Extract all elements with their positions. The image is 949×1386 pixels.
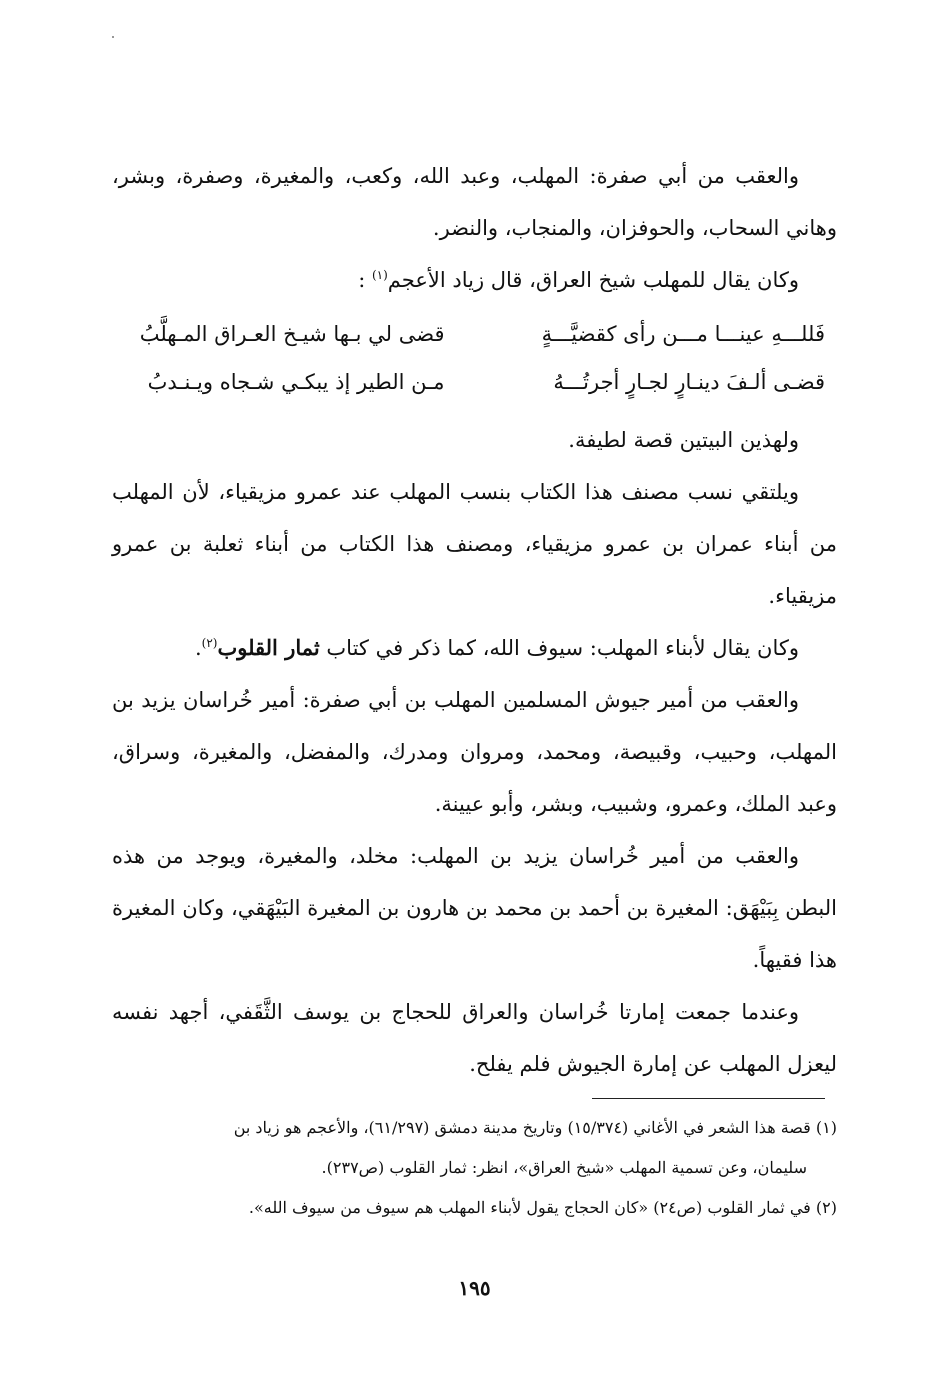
paragraph-lineage-meeting: ويلتقي نسب مصنف هذا الكتاب بنسب المهلب عند عمرو مزيقياء، لأن المهلب من أبناء عمران بن عمرو مزيقياء، ومصنف هذا الكتاب من أبناء ثعلبة بن عمرو مزيقياء. <box>112 480 837 608</box>
scan-speck <box>112 36 114 38</box>
period: . <box>194 636 202 660</box>
footnote-separator <box>592 1098 825 1099</box>
paragraph-story-note: ولهذين البيتين قصة لطيفة. <box>568 428 799 452</box>
colon: : <box>358 268 366 292</box>
footnote-ref-2: (٢) <box>201 636 218 650</box>
paragraph-descendants-abu-sufra: والعقب من أبي صفرة: المهلب، وعبد الله، وكعب، والمغيرة، وصفرة، وبشر، وهاني السحاب، والحوفزان، والمنجاب، والنضر. <box>112 164 837 240</box>
footnotes <box>112 1108 837 1228</box>
paragraph-sheikh-al-iraq <box>112 254 837 306</box>
page-number: ١٩٥ <box>458 1276 491 1300</box>
verse-2-second-hemistich: مـن الطير إذ يبكـي شـجاه ويـنـدبُ <box>147 370 445 394</box>
paragraph-text: وكان يقال للمهلب شيخ العراق، قال زياد الأعجم <box>387 268 799 292</box>
paragraph-swords-of-god <box>112 622 837 674</box>
footnote-1-line-2: سليمان، وعن تسمية المهلب «شيخ العراق»، انظر: ثمار القلوب (ص٢٣٧). <box>321 1158 807 1177</box>
footnote-1-line-1: (١) قصة هذا الشعر في الأغاني (١٥/٣٧٤) وتاريخ مدينة دمشق (٦١/٢٩٧)، والأعجم هو زياد بن <box>233 1118 837 1137</box>
verse-1-second-hemistich: قضى لي بـها شيـخ العـراق المـهلَّبُ <box>139 322 445 346</box>
poem-verses <box>112 310 837 406</box>
verse-2-first-hemistich: قضـى ألـفَ دينـارٍ لجـارٍ أجرتُـــهُ <box>553 370 825 394</box>
paragraph-descendants-muhallab: والعقب من أمير جيوش المسلمين المهلب بن أبي صفرة: أمير خُراسان يزيد بن المهلب، وحبيب، وقبيصة، ومحمد، ومروان ومدرك، والمفضل، والمغيرة، وسراق، وعبد الملك، وعمرو، وشبيب، وبشر، وأبو عيينة. <box>112 688 837 816</box>
paragraph-hajjaj: وعندما جمعت إمارتا خُراسان والعراق للحجاج بن يوسف الثَّقَفي، أجهد نفسه ليعزل المهلب عن إمارة الجيوش فلم يفلح. <box>112 1000 837 1076</box>
book-title: ثمار القلوب <box>217 635 320 660</box>
footnote-ref-1: (١) <box>371 268 388 282</box>
main-text <box>112 150 837 1090</box>
verse-1-first-hemistich: فَللـــهِ عينـــا مـــن رأى كقضيَّـــةٍ <box>541 322 825 346</box>
paragraph-text: وكان يقال لأبناء المهلب: سيوف الله، كما ذكر في كتاب <box>319 636 799 660</box>
footnote-2: (٢) في ثمار القلوب (ص٢٤) «كان الحجاج يقول لأبناء المهلب هم سيوف من سيوف الله». <box>248 1198 837 1217</box>
paragraph-descendants-yazid: والعقب من أمير خُراسان يزيد بن المهلب: مخلد، والمغيرة، ويوجد من هذه البطن بِبَيْهَق: المغيرة بن أحمد بن محمد بن هارون بن المغيرة البَيْهَقي، وكان المغيرة هذا فقيهاً. <box>112 844 837 972</box>
